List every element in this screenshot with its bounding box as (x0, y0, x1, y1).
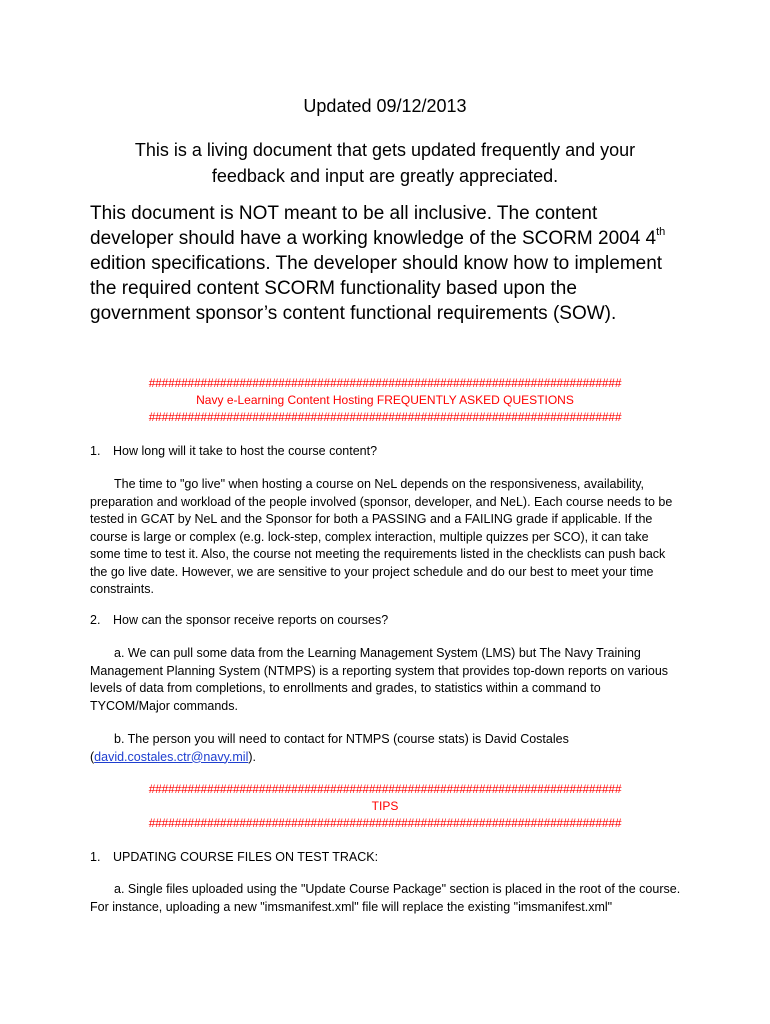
tips-banner-hashes-top: ######################################################################### (148, 782, 622, 796)
faq-question-2-number: 2. (90, 613, 101, 627)
faq-question-1-text: How long will it take to host the course content? (113, 444, 378, 458)
faq-answer-2b-close: ). (248, 749, 256, 764)
living-document-note: This is a living document that gets updated frequently and your feedback and input are greatly appreciated. (134, 140, 636, 186)
faq-answer-2b (90, 731, 682, 766)
tip-1-heading-text: UPDATING COURSE FILES ON TEST TRACK: (113, 850, 379, 864)
faq-question-2 (90, 612, 680, 630)
faq-banner-hashes-top: ######################################################################### (148, 376, 622, 390)
faq-answer-2a: a. We can pull some data from the Learning Management System (LMS) but The Navy Training Management Planning System (NTMPS) is a reporting system that provides top-down reports on various levels of data from completions, to enrollments and grades, to statistics within a command to TYCOM/Major commands. (90, 646, 669, 713)
faq-question-2-text: How can the sponsor receive reports on courses? (113, 613, 389, 627)
tip-1-number: 1. (90, 850, 101, 864)
tip-1-answer-a: a. Single files uploaded using the "Update Course Package" section is placed in the root of the course. For instance, uploading a new "imsmanifest.xml" file will replace the existing "imsmanifest.xml" (90, 882, 681, 914)
contact-email-link[interactable]: david.costales.ctr@navy.mil (94, 749, 249, 764)
faq-answer-2b-text: b. The person you will need to contact for NTMPS (course stats) is David Costales (114, 732, 569, 746)
intro-part1: This document is NOT meant to be all inclusive. The content developer should have a working knowledge of the SCORM 2004 4 (90, 203, 657, 249)
tips-banner (90, 781, 680, 832)
intro-paragraph (90, 201, 680, 326)
faq-answer-1: The time to "go live" when hosting a course on NeL depends on the responsiveness, availability, preparation and workload of the people involved (sponsor, developer, and NeL). Each course needs to be tested in GCAT by NeL and the Sponsor for both a PASSING and a FAILING grade if applicable. If the course is large or complex (e.g. lock-step, complex interaction, multiple quizzes per SCO), it can take some time to test it. Also, the course not meeting the requirements listed in the checklists can push back the go live date. However, we are sensitive to your project schedule and do our best to meet your time constraints. (90, 477, 673, 596)
faq-question-1-number: 1. (90, 444, 101, 458)
tips-banner-hashes-bottom: ######################################################################### (148, 816, 622, 830)
updated-date: Updated 09/12/2013 (303, 96, 467, 116)
faq-banner-hashes-bottom: ######################################################################### (148, 410, 622, 424)
faq-answer-2b-open: ( (90, 749, 95, 764)
intro-superscript: th (656, 225, 666, 238)
tip-1-heading (90, 849, 680, 867)
faq-question-1 (90, 443, 680, 461)
faq-banner-title: Navy e-Learning Content Hosting FREQUENTLY ASKED QUESTIONS (196, 393, 574, 407)
tips-banner-title: TIPS (371, 799, 399, 813)
faq-banner (90, 375, 680, 426)
intro-part2: edition specifications. The developer should know how to implement the required content SCORM functionality based upon the government sponsor’s content functional requirements (SOW). (90, 253, 663, 324)
